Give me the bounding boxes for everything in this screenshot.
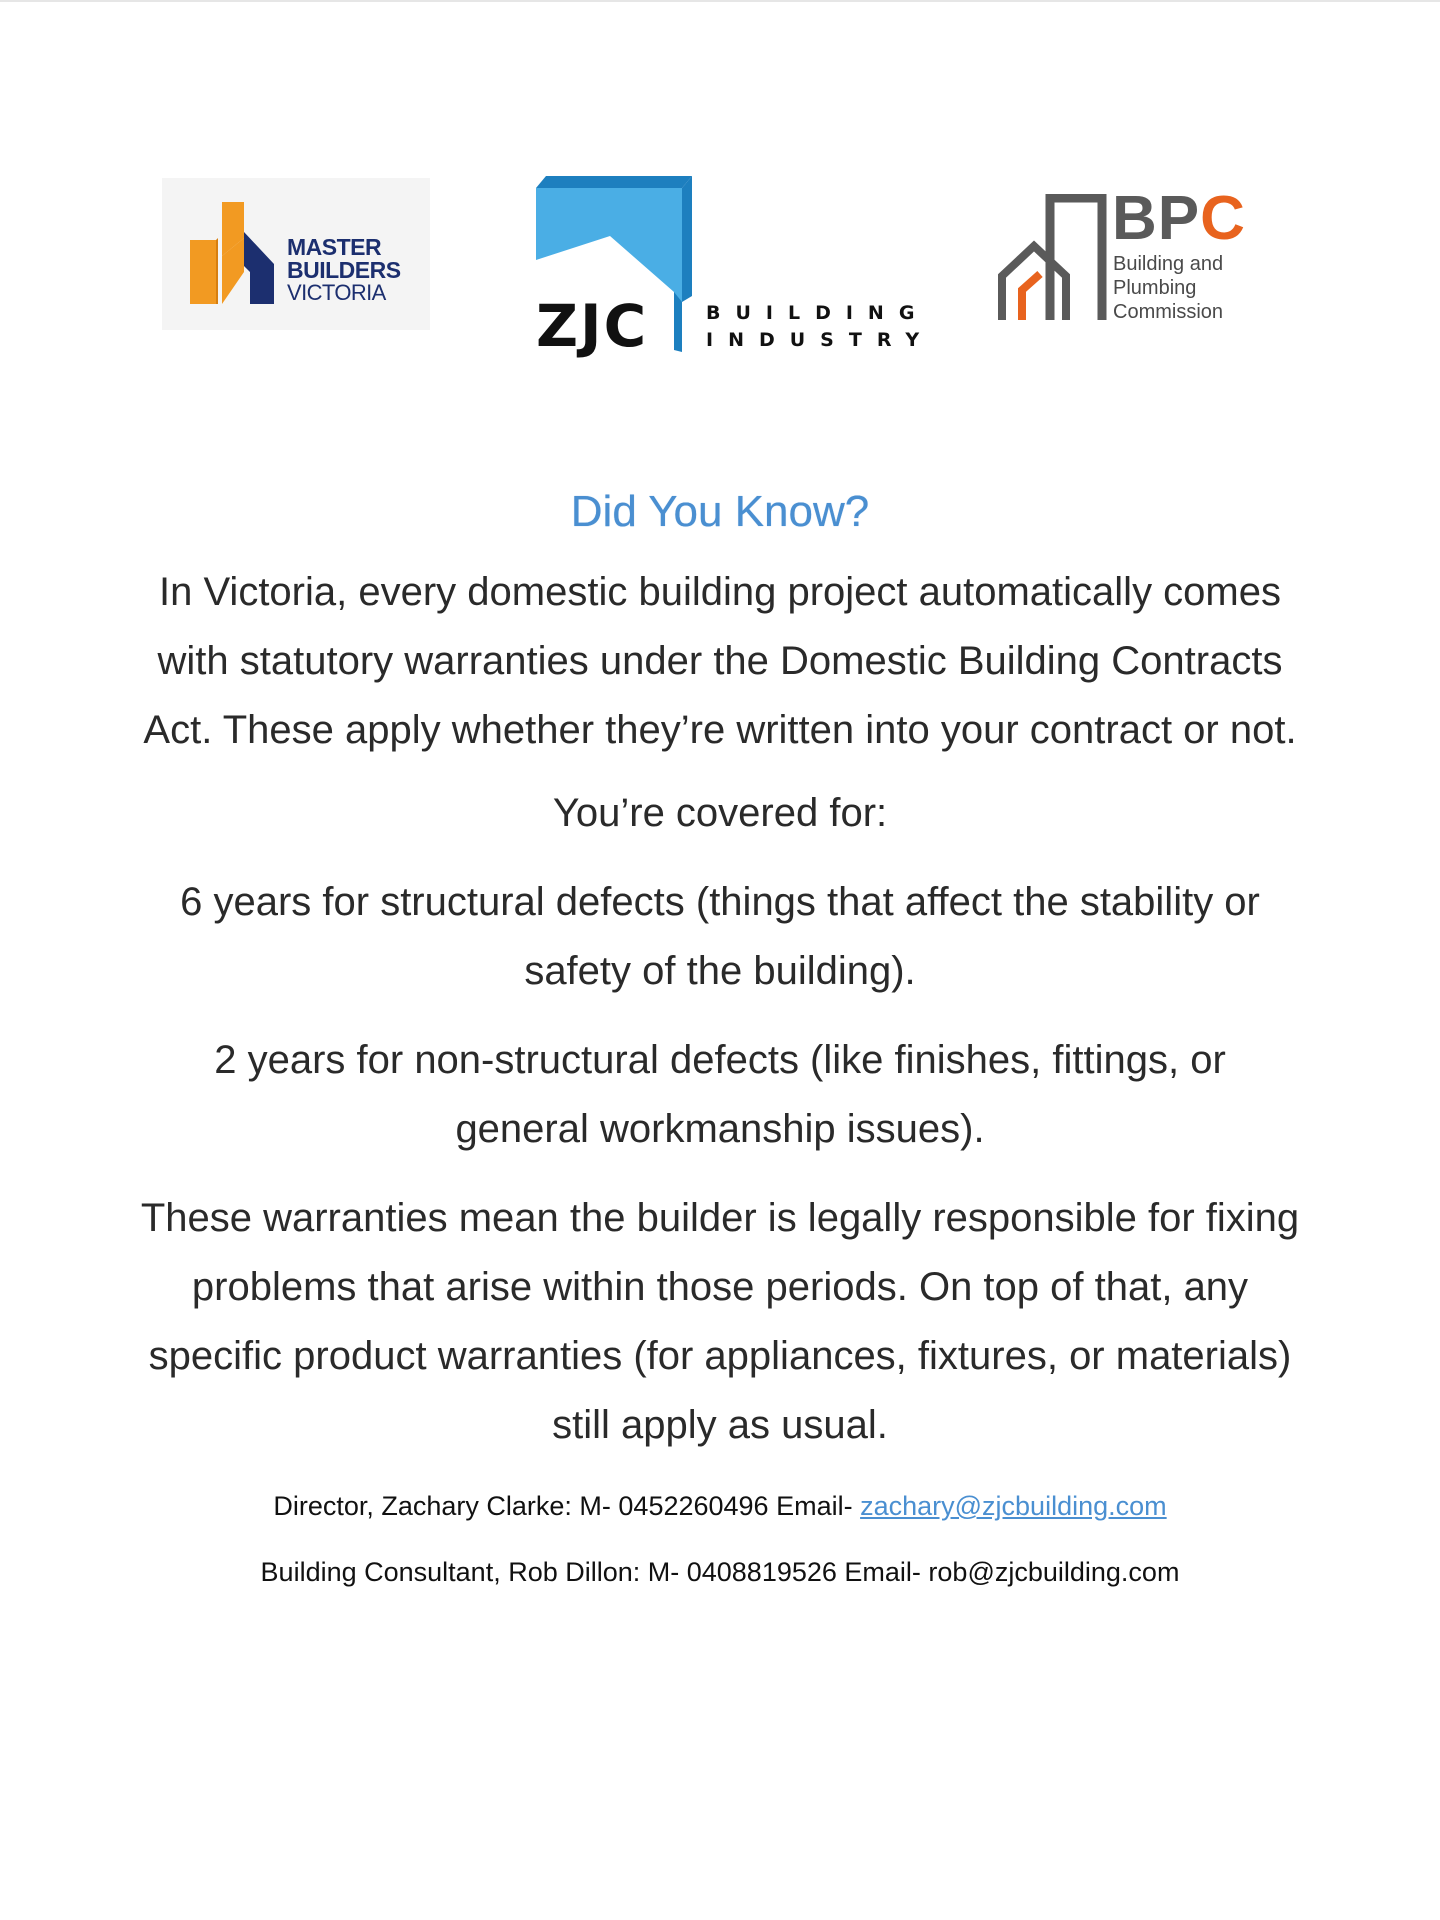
director-email-link[interactable]: zachary@zjcbuilding.com bbox=[860, 1491, 1167, 1521]
director-contact bbox=[100, 1486, 1340, 1526]
zjc-logo bbox=[530, 174, 935, 360]
bpc-abbr-bp: BP bbox=[1112, 184, 1201, 253]
bpc-full-name bbox=[1113, 252, 1223, 324]
consultant-contact-label: Building Consultant, Rob Dillon: M- 0408819526 Email- bbox=[260, 1557, 929, 1587]
non-structural-defects-paragraph: 2 years for non-structural defects (like finishes, fittings, or general workmanship issues). bbox=[214, 1038, 1226, 1151]
bpc-building-mark-icon bbox=[996, 194, 1108, 324]
bpc-line1: Building and bbox=[1113, 253, 1224, 275]
director-contact-label: Director, Zachary Clarke: M- 0452260496 Email- bbox=[273, 1491, 861, 1521]
top-divider bbox=[0, 0, 1440, 2]
article bbox=[100, 480, 1340, 1592]
consultant-email: rob@zjcbuilding.com bbox=[928, 1557, 1180, 1587]
intro-paragraph: In Victoria, every domestic building project automatically comes with statutory warranties under the Domestic Building Contracts Act. These apply whether they’re written into your contract or not. bbox=[143, 570, 1297, 752]
master-builders-line1: MASTER bbox=[287, 234, 382, 260]
bpc-abbr-c: C bbox=[1200, 184, 1246, 253]
bpc-line3: Commission bbox=[1113, 301, 1224, 323]
zjc-wordmark: ZJC bbox=[536, 292, 649, 360]
zjc-subtitle-industry: INDUSTRY bbox=[706, 329, 935, 351]
consultant-contact bbox=[100, 1552, 1340, 1592]
closing-paragraph: These warranties mean the builder is legally responsible for fixing problems that arise within those periods. On top of that, any specific product warranties (for appliances, fixtures, or materials) still apply as usual. bbox=[140, 1196, 1300, 1447]
master-builders-mark-icon bbox=[190, 202, 286, 306]
master-builders-logo bbox=[162, 178, 430, 330]
master-builders-line2: BUILDERS bbox=[287, 257, 401, 283]
master-builders-line3: VICTORIA bbox=[287, 280, 386, 305]
page-title: Did You Know? bbox=[570, 487, 870, 536]
bpc-line2: Plumbing bbox=[1113, 277, 1197, 299]
bpc-abbreviation bbox=[1112, 184, 1246, 253]
bpc-logo bbox=[996, 184, 1296, 324]
covered-heading: You’re covered for: bbox=[552, 791, 888, 835]
structural-defects-paragraph: 6 years for structural defects (things that affect the stability or safety of the building). bbox=[180, 880, 1260, 993]
zjc-subtitle-building: BUILDING bbox=[706, 302, 930, 324]
